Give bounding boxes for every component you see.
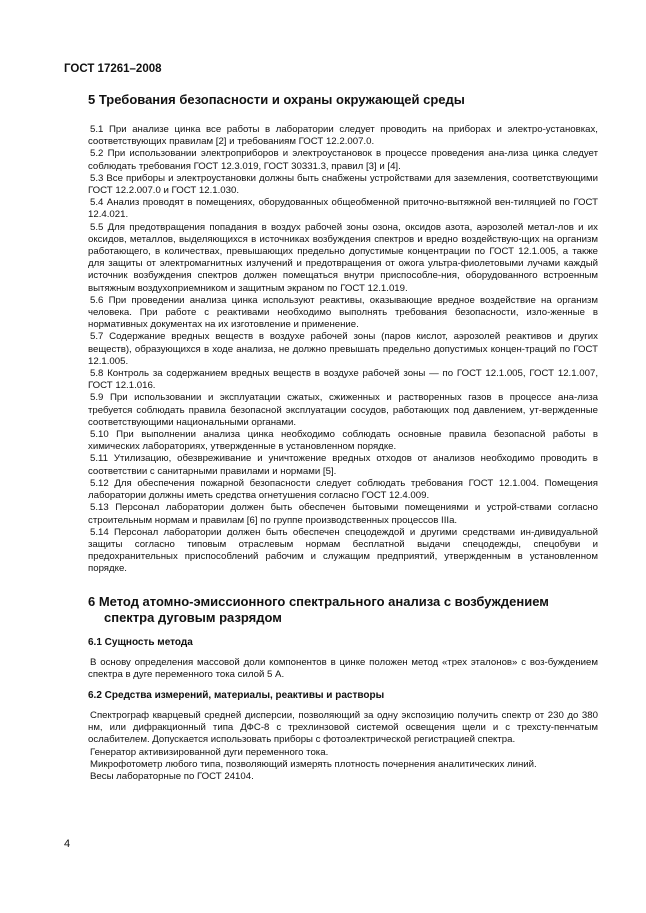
subsection-6-2-para-2: Генератор активизированной дуги переменного тока.	[90, 746, 329, 758]
section-6-title	[88, 594, 598, 626]
paragraph-5-1: 5.1 При анализе цинка все работы в лаборатории следует проводить на приборах и электро-установках, соответствующих правилам [2] и требованиям ГОСТ 12.2.007.0.	[88, 124, 598, 148]
section-6-title-line-1: 6 Метод атомно-эмиссионного спектрального анализа с возбуждением	[88, 593, 549, 609]
paragraph-5-4: 5.4 Анализ проводят в помещениях, оборудованных общеобменной приточно-вытяжной вен-тиляцией по ГОСТ 12.4.021.	[88, 197, 598, 221]
paragraph-5-12: 5.12 Для обеспечения пожарной безопасности следует соблюдать требования ГОСТ 12.1.004. Помещения лаборатории должны иметь средства огнетушения согласно ГОСТ 12.4.009.	[88, 477, 598, 502]
subsection-6-2-para-1: Спектрограф кварцевый средней дисперсии, позволяющий за одну экспозицию получить спектр от 230 до 380 нм, или дифракционный типа ДФС-8 с трехлинзовой системой освещения щели и с трехсту-пенчатым ослабителем. Допускается использовать приборы с фотоэлектрической регистрацией спектра.	[88, 709, 598, 746]
paragraph-5-3: 5.3 Все приборы и электроустановки должны быть снабжены устройствами для заземления, соответствующими ГОСТ 12.2.007.0 и ГОСТ 12.1.030.	[88, 172, 598, 197]
paragraph-5-11: 5.11 Утилизацию, обезвреживание и уничтожение вредных отходов от анализов необходимо проводить в соответствии с санитарными правилами и нормами [5].	[88, 453, 598, 477]
section-6-title-line-2: спектра дуговым разрядом	[104, 609, 282, 625]
paragraph-5-5: 5.5 Для предотвращения попадания в воздух рабочей зоны озона, оксидов азота, аэрозолей метал-лов и их оксидов, металлов, выделяющихся в источниках возбуждения спектров и вредно воздействую-щих на организм работающего, в количествах, превышающих предельно допустимые концентрации по ГОСТ 12.1.005, а также для защиты от электромагнитных излучений и предотвращения от ожога ультра-фиолетовыми лучами каждый источник возбуждения спектров должен помещаться внутри приспособле-ния, оборудованного встроенным вытяжным воздухоприемником и защитным экраном по ГОСТ 12.1.019.	[88, 221, 598, 294]
paragraph-5-2: 5.2 При использовании электроприборов и электроустановок в процессе проведения ана-лиза цинка следует соблюдать требования ГОСТ 12.3.019, ГОСТ 30331.3, правил [3] и [4].	[88, 148, 598, 172]
subsection-6-2-para-4: Весы лабораторные по ГОСТ 24104.	[90, 770, 254, 782]
section-5-body	[88, 124, 598, 576]
section-5-title: 5 Требования безопасности и охраны окружающей среды	[88, 92, 465, 107]
paragraph-5-6: 5.6 При проведении анализа цинка используют реактивы, оказывающие вредное воздействие на организм человека. При работе с реактивами необходимо выполнять требования безопасности, изло-женные в нормативных документах на их изготовление и применение.	[88, 294, 598, 331]
page-number: 4	[64, 838, 71, 850]
subsection-6-2-para-3: Микрофотометр любого типа, позволяющий измерять плотность почернения аналитических линий.	[90, 758, 537, 770]
subsection-6-1-text: В основу определения массовой доли компонентов в цинке положен метод «трех эталонов» с воз-буждением спектра в дуге переменного тока силой 5 А.	[88, 656, 598, 680]
document-header: ГОСТ 17261–2008	[64, 63, 162, 75]
paragraph-5-14: 5.14 Персонал лаборатории должен быть обеспечен спецодеждой и другими средствами ин-дивидуальной защиты согласно типовым отраслевым нормам бесплатной выдачи спецодежды, спецобуви и предохранительных приспособлений рабочим и служащим предприятий, утвержденным в установленном порядке.	[88, 526, 598, 575]
paragraph-5-9: 5.9 При использовании и эксплуатации сжатых, сжиженных и растворенных газов в процессе ана-лиза требуется соблюдать правила безопасной эксплуатации сосудов, работающих под давлением, ут-вержденные соответствующими национальными органами.	[88, 392, 598, 428]
paragraph-5-10: 5.10 При выполнении анализа цинка необходимо соблюдать основные правила безопасной работы в химических лабораториях, утвержденные в установленном порядке.	[88, 429, 598, 453]
page-content	[88, 92, 598, 783]
subsection-6-2-title: 6.2 Средства измерений, материалы, реактивы и растворы	[88, 689, 385, 701]
subsection-6-1-title: 6.1 Сущность метода	[88, 636, 193, 648]
paragraph-5-7: 5.7 Содержание вредных веществ в воздухе рабочей зоны (паров кислот, аэрозолей реактивов и других веществ), образующихся в ходе анализа, не должно превышать предельно допустимых концен-траций по ГОСТ 12.1.005.	[88, 331, 598, 367]
paragraph-5-8: 5.8 Контроль за содержанием вредных веществ в воздухе рабочей зоны — по ГОСТ 12.1.005, ГОСТ 12.1.007, ГОСТ 12.1.016.	[88, 368, 598, 392]
paragraph-5-13: 5.13 Персонал лаборатории должен быть обеспечен бытовыми помещениями и устрой-ствами согласно строительным нормам и правилам [6] по группе производственных процессов IIIа.	[88, 502, 598, 526]
